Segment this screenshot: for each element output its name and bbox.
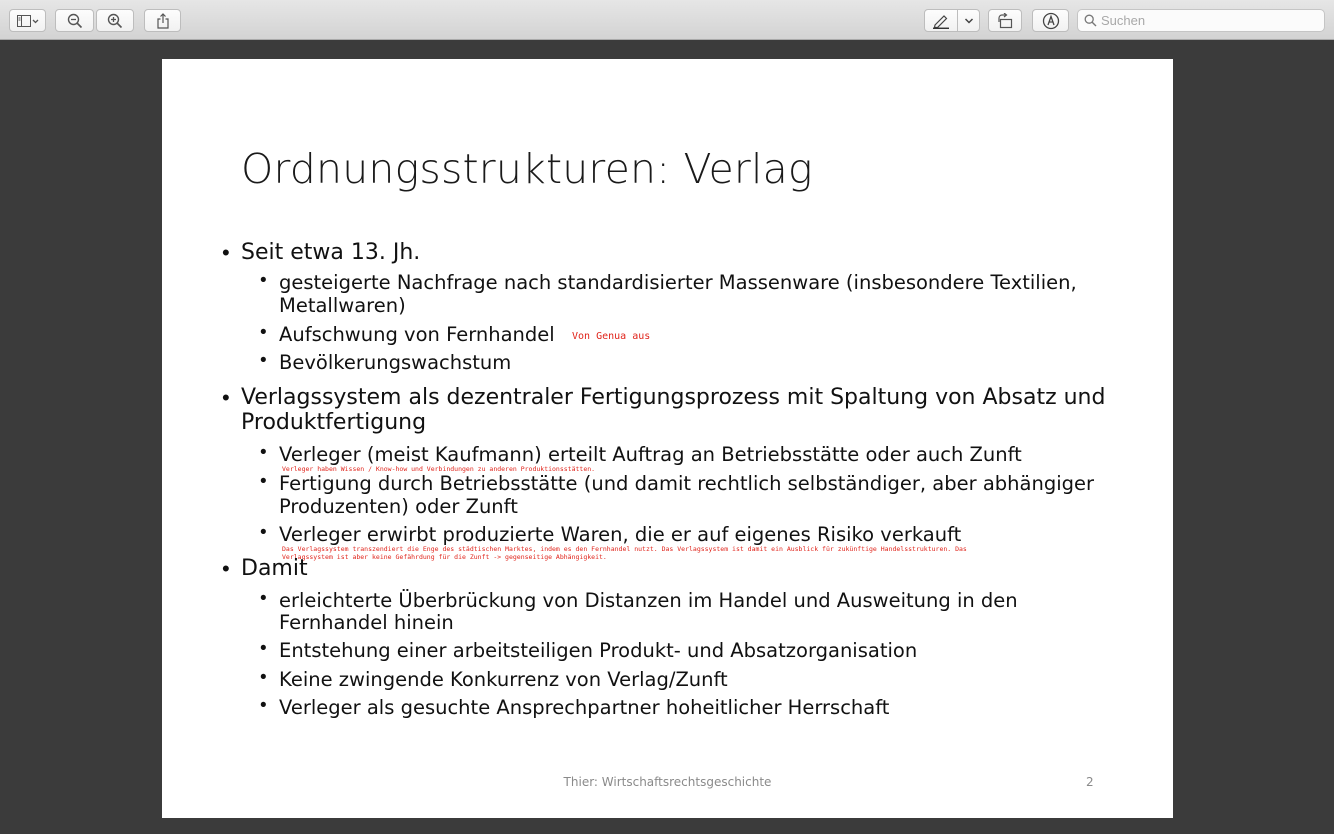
bullet-dot: • — [260, 638, 267, 659]
bullet-level2: erleichterte Überbrückung von Distanzen im Handel und Ausweitung in den — [279, 589, 1018, 612]
bullet-level2: Bevölkerungswachstum — [279, 351, 512, 374]
annotation-wissen: Verleger haben Wissen / Know-how und Verbindungen zu anderen Produktionsstätten. — [282, 465, 596, 473]
bullet-dot: • — [260, 471, 267, 492]
bullet-level2-continuation: Metallwaren) — [279, 294, 406, 317]
search-input[interactable] — [1101, 13, 1311, 28]
annotation-markt-line1: Das Verlagssystem transzendiert die Enge des städtischen Marktes, indem es den Fernhandel nutzt. Das Verlagssystem ist damit ein Ausblick für zukünftige Handelsstrukturen. Das — [282, 545, 967, 553]
bullet-dot: • — [260, 588, 267, 609]
search-icon — [1084, 14, 1097, 27]
zoom-in-button[interactable] — [96, 9, 134, 32]
bullet-dot: • — [260, 270, 267, 291]
bullet-dot: • — [260, 322, 267, 343]
share-button[interactable] — [144, 9, 181, 32]
bullet-dot: • — [260, 522, 267, 543]
annotate-icon — [1042, 12, 1060, 30]
markup-pen-icon — [932, 13, 950, 29]
bullet-level1: Damit — [241, 556, 308, 581]
slide-page — [162, 59, 1173, 818]
bullet-dot: • — [222, 556, 230, 581]
page-number: 2 — [1086, 775, 1094, 789]
bullet-level2-continuation: Fernhandel hinein — [279, 611, 454, 634]
bullet-dot: • — [222, 385, 230, 410]
bullet-dot: • — [260, 442, 267, 463]
share-icon — [156, 13, 170, 29]
markup-menu-button[interactable] — [957, 9, 980, 32]
bullet-level2: Entstehung einer arbeitsteiligen Produkt- und Absatzorganisation — [279, 639, 918, 662]
rotate-icon — [996, 13, 1014, 29]
search-field[interactable] — [1077, 9, 1325, 32]
markup-pen-button[interactable] — [924, 9, 958, 32]
bullet-level2: Aufschwung von Fernhandel — [279, 323, 555, 346]
bullet-level2-continuation: Produzenten) oder Zunft — [279, 495, 518, 518]
zoom-in-icon — [107, 13, 123, 29]
zoom-out-icon — [67, 13, 83, 29]
bullet-level2: Fertigung durch Betriebsstätte (und damit rechtlich selbständiger, aber abhängiger — [279, 472, 1095, 495]
rotate-button[interactable] — [988, 9, 1022, 32]
annotate-button[interactable] — [1032, 9, 1069, 32]
sidebar-icon — [17, 15, 39, 27]
sidebar-toggle-button[interactable] — [9, 9, 46, 32]
bullet-level2: Verleger (meist Kaufmann) erteilt Auftrag an Betriebsstätte oder auch Zunft — [279, 443, 1022, 466]
bullet-dot: • — [260, 695, 267, 716]
toolbar — [0, 0, 1334, 40]
bullet-level2: Verleger als gesuchte Ansprechpartner hoheitlicher Herrschaft — [279, 696, 890, 719]
bullet-level2: Verleger erwirbt produzierte Waren, die er auf eigenes Risiko verkauft — [279, 523, 962, 546]
bullet-dot: • — [222, 240, 230, 265]
bullet-dot: • — [260, 667, 267, 688]
slide-title: Ordnungsstrukturen: Verlag — [241, 145, 813, 193]
bullet-level2: gesteigerte Nachfrage nach standardisierter Massenware (insbesondere Textilien, — [279, 271, 1077, 294]
bullet-level1: Seit etwa 13. Jh. — [241, 240, 421, 265]
annotation-genua: Von Genua aus — [572, 331, 651, 342]
zoom-out-button[interactable] — [55, 9, 94, 32]
bullet-level1-continuation: Produktfertigung — [241, 410, 427, 435]
bullet-level2: Keine zwingende Konkurrenz von Verlag/Zunft — [279, 668, 728, 691]
chevron-down-icon — [964, 17, 974, 25]
annotation-markt-line2: Verlagssystem ist aber keine Gefährdung für die Zunft -> gegenseitige Abhängigkeit. — [282, 553, 607, 561]
slide-footer: Thier: Wirtschaftsrechtsgeschichte — [563, 775, 772, 789]
bullet-level1: Verlagssystem als dezentraler Fertigungsprozess mit Spaltung von Absatz und — [241, 385, 1106, 410]
bullet-dot: • — [260, 350, 267, 371]
